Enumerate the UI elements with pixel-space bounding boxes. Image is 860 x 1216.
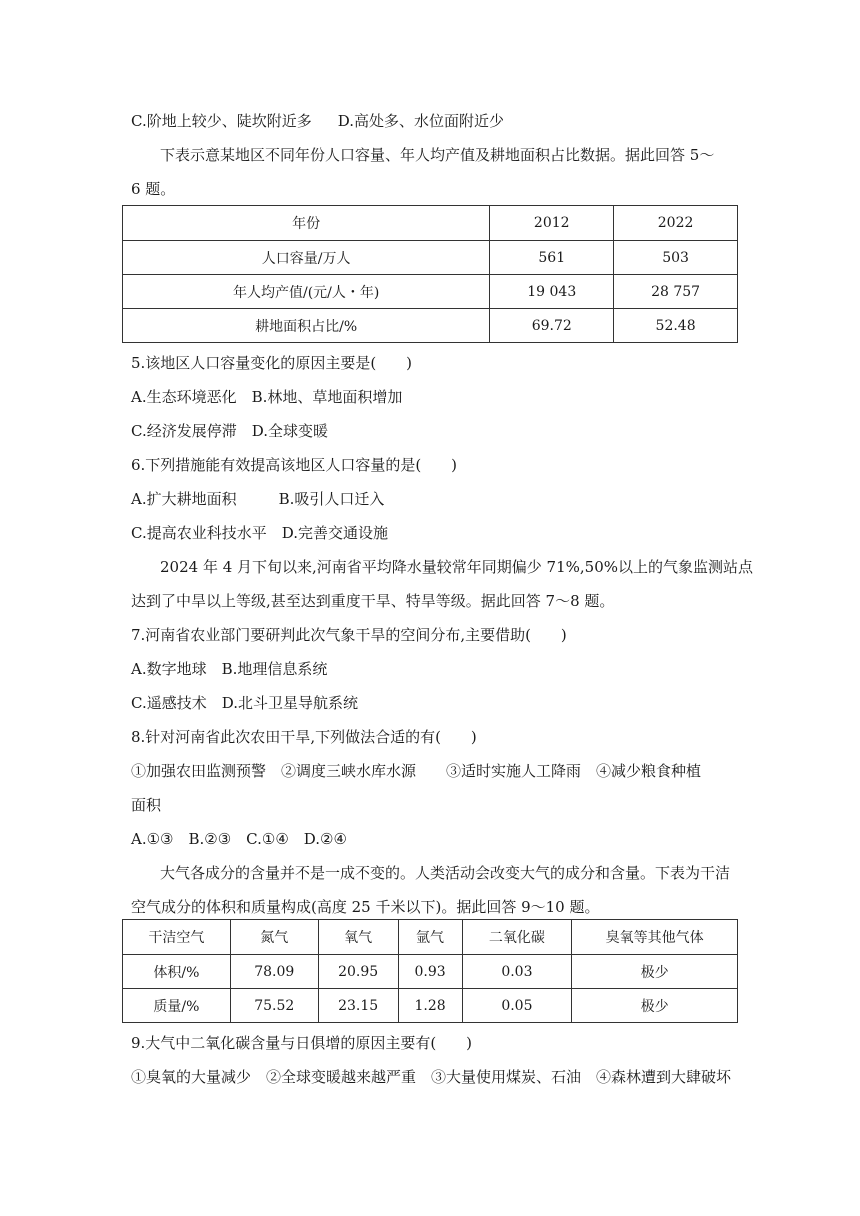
table-cell: 体积/% <box>123 955 231 989</box>
table-header-cell: 二氧化碳 <box>462 920 572 955</box>
table-header-cell: 氩气 <box>398 920 462 955</box>
table-header-row <box>123 920 738 955</box>
table-header-cell: 氮气 <box>230 920 318 955</box>
question-8-items-line-2: 面积 <box>131 796 162 814</box>
question-7-stem: 7.河南省农业部门要研判此次气象干旱的空间分布,主要借助( ) <box>131 626 567 644</box>
passage-1-line-2: 6 题。 <box>131 180 176 198</box>
question-6-stem: 6.下列措施能有效提高该地区人口容量的是( ) <box>131 456 458 474</box>
passage-3-line-2: 空气成分的体积和质量构成(高度 25 千米以下)。据此回答 9～10 题。 <box>131 898 600 916</box>
table-cell: 人口容量/万人 <box>123 241 490 275</box>
table-header-cell: 年份 <box>123 206 490 241</box>
table-row <box>123 275 738 309</box>
table-row <box>123 955 738 989</box>
question-9-items: ①臭氧的大量减少 ②全球变暖越来越严重 ③大量使用煤炭、石油 ④森林遭到大肆破坏 <box>131 1068 732 1086</box>
option-d: D.高处多、水位面附近少 <box>337 112 504 130</box>
passage-1-line-1: 下表示意某地区不同年份人口容量、年人均产值及耕地面积占比数据。据此回答 5～ <box>160 146 715 164</box>
table-cell: 20.95 <box>318 955 398 989</box>
question-8-stem: 8.针对河南省此次农田干旱,下列做法合适的有( ) <box>131 728 477 746</box>
question-9-stem: 9.大气中二氧化碳含量与日俱增的原因主要有( ) <box>131 1034 473 1052</box>
question-6-options-cd: C.提高农业科技水平 D.完善交通设施 <box>131 524 388 542</box>
question-5-options-cd: C.经济发展停滞 D.全球变暖 <box>131 422 328 440</box>
passage-2-line-1: 2024 年 4 月下旬以来,河南省平均降水量较常年同期偏少 71%,50%以上的气象监测站点 <box>160 558 754 576</box>
table-header-row <box>123 206 738 241</box>
table-row <box>123 241 738 275</box>
table-cell: 1.28 <box>398 989 462 1023</box>
table-header-cell: 氧气 <box>318 920 398 955</box>
table-cell: 19 043 <box>490 275 614 309</box>
prev-question-options <box>131 111 743 131</box>
table-cell: 561 <box>490 241 614 275</box>
table-population-data <box>122 205 738 343</box>
question-5-stem: 5.该地区人口容量变化的原因主要是( ) <box>131 354 413 372</box>
option-a: A.扩大耕地面积 <box>131 490 237 508</box>
table-row <box>123 309 738 343</box>
table-cell: 0.03 <box>462 955 572 989</box>
table-cell: 质量/% <box>123 989 231 1023</box>
table-header-cell: 2022 <box>614 206 738 241</box>
option-c: C.阶地上较少、陡坎附近多 <box>131 112 312 130</box>
table-cell: 极少 <box>572 955 738 989</box>
table-cell: 年人均产值/(元/人・年) <box>123 275 490 309</box>
question-7-options-cd: C.遥感技术 D.北斗卫星导航系统 <box>131 694 358 712</box>
table-cell: 28 757 <box>614 275 738 309</box>
passage-3-line-1: 大气各成分的含量并不是一成不变的。人类活动会改变大气的成分和含量。下表为干洁 <box>160 864 731 882</box>
passage-2-line-2: 达到了中旱以上等级,甚至达到重度干旱、特旱等级。据此回答 7～8 题。 <box>131 592 615 610</box>
question-6-options-ab <box>131 489 743 509</box>
option-b: B.吸引人口迁入 <box>278 490 385 508</box>
table-cell: 极少 <box>572 989 738 1023</box>
table-cell: 75.52 <box>230 989 318 1023</box>
table-cell: 503 <box>614 241 738 275</box>
table-header-cell: 2012 <box>490 206 614 241</box>
table-header-cell: 臭氧等其他气体 <box>572 920 738 955</box>
question-8-options: A.①③ B.②③ C.①④ D.②④ <box>131 830 347 848</box>
table-header-cell: 干洁空气 <box>123 920 231 955</box>
question-5-options-ab: A.生态环境恶化 B.林地、草地面积增加 <box>131 388 403 406</box>
table-cell: 0.05 <box>462 989 572 1023</box>
table-cell: 78.09 <box>230 955 318 989</box>
table-cell: 0.93 <box>398 955 462 989</box>
table-air-composition <box>122 919 738 1023</box>
table-cell: 23.15 <box>318 989 398 1023</box>
question-7-options-ab: A.数字地球 B.地理信息系统 <box>131 660 328 678</box>
table-row <box>123 989 738 1023</box>
table-cell: 69.72 <box>490 309 614 343</box>
table-cell: 52.48 <box>614 309 738 343</box>
table-cell: 耕地面积占比/% <box>123 309 490 343</box>
question-8-items-line-1: ①加强农田监测预警 ②调度三峡水库水源 ③适时实施人工降雨 ④减少粮食种植 <box>131 762 702 780</box>
